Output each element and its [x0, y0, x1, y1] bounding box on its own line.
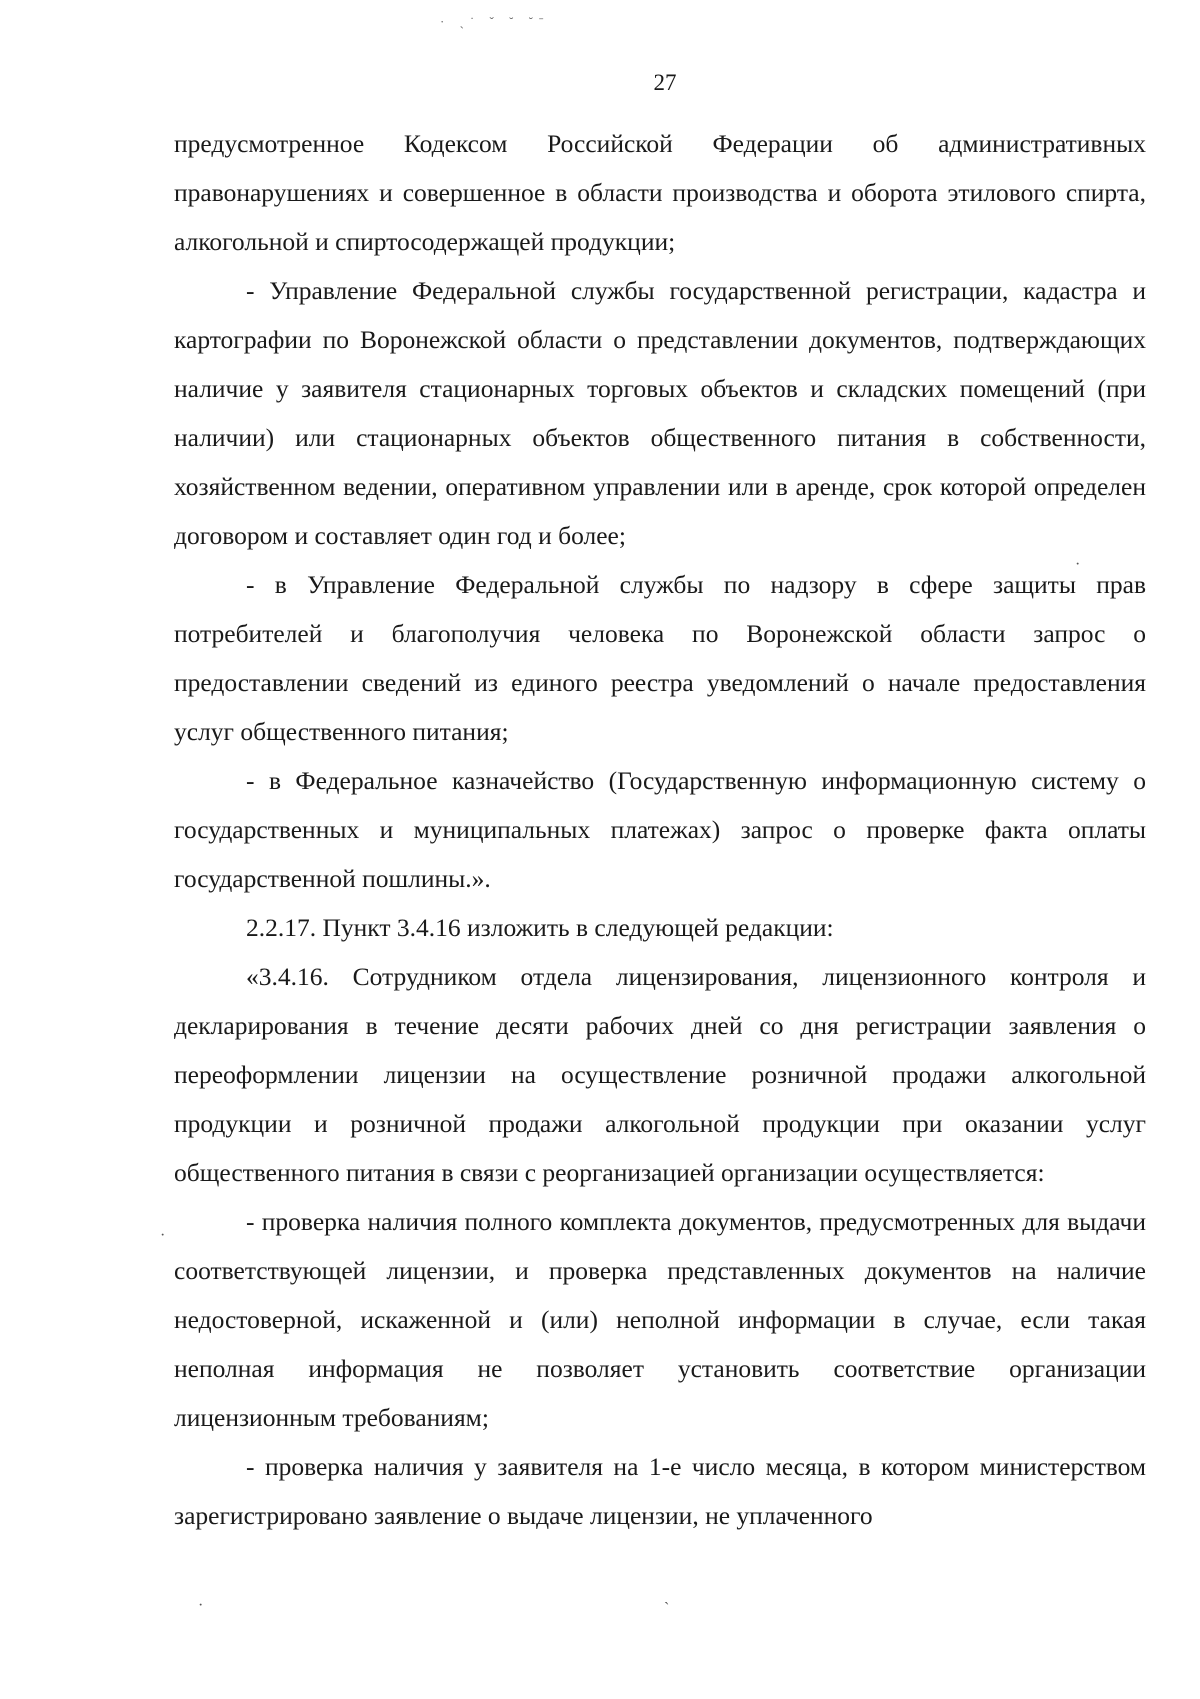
paragraph-rosreestr-request: - Управление Федеральной службы государственной регистрации, кадастра и картографии по Воронежской области о представлении документов, подтверждающих наличие у заявителя стационарных торговых объектов и складских помещений (при наличии) или стационарных объектов общественного питания в собственности, хозяйственном ведении, оперативном управлении или в аренде, срок которой определен договором и составляет один год и более;: [174, 276, 1146, 550]
scan-speck: ·: [160, 1227, 166, 1244]
paragraph-document-check: - проверка наличия полного комплекта документов, предусмотренных для выдачи соответствующей лицензии, и проверка представленных документов на наличие недостоверной, искаженной и (или) неполной информации в случае, если такая неполная информация не позволяет установить соответствие организации лицензионным требованиям;: [174, 1207, 1146, 1432]
paragraph-rospotrebnadzor-request: - в Управление Федеральной службы по надзору в сфере защиты прав потребителей и благополучия человека по Воронежской области запрос о предоставлении сведений из единого реестра уведомлений о начале предоставления услуг общественного питания;: [174, 570, 1146, 746]
paragraph-arrears-check: - проверка наличия у заявителя на 1-е число месяца, в котором министерством зарегистрировано заявление о выдаче лицензии, не уплаченного: [174, 1452, 1146, 1530]
scan-speck: ·: [1075, 556, 1081, 573]
paragraph-clause-3-4-16: «3.4.16. Сотрудником отдела лицензирования, лицензионного контроля и декларирования в течение десяти рабочих дней со дня регистрации заявления о переоформлении лицензии на осуществление розничной продажи алкогольной продукции и розничной продажи алкогольной продукции при оказании услуг общественного питания в связи с реорганизацией организации осуществляется:: [174, 962, 1146, 1187]
page-number: 27: [653, 70, 677, 95]
scan-artifact-marks: · ˏ˙ ˇ ˘ ˘ˉ: [440, 14, 550, 29]
paragraph-treasury-request: - в Федеральное казначейство (Государственную информационную систему о государственных и муниципальных платежах) запрос о проверке факта оплаты государственной пошлины.».: [174, 766, 1146, 893]
document-body: [174, 119, 1146, 1540]
paragraph-clause-2-2-17: 2.2.17. Пункт 3.4.16 изложить в следующей редакции:: [246, 913, 834, 942]
scan-speck: ·: [198, 1597, 204, 1614]
paragraph-continuation: предусмотренное Кодексом Российской Федерации об административных правонарушениях и совершенное в области производства и оборота этилового спирта, алкогольной и спиртосодержащей продукции;: [174, 129, 1146, 256]
scan-speck: ˏ: [664, 1588, 670, 1605]
